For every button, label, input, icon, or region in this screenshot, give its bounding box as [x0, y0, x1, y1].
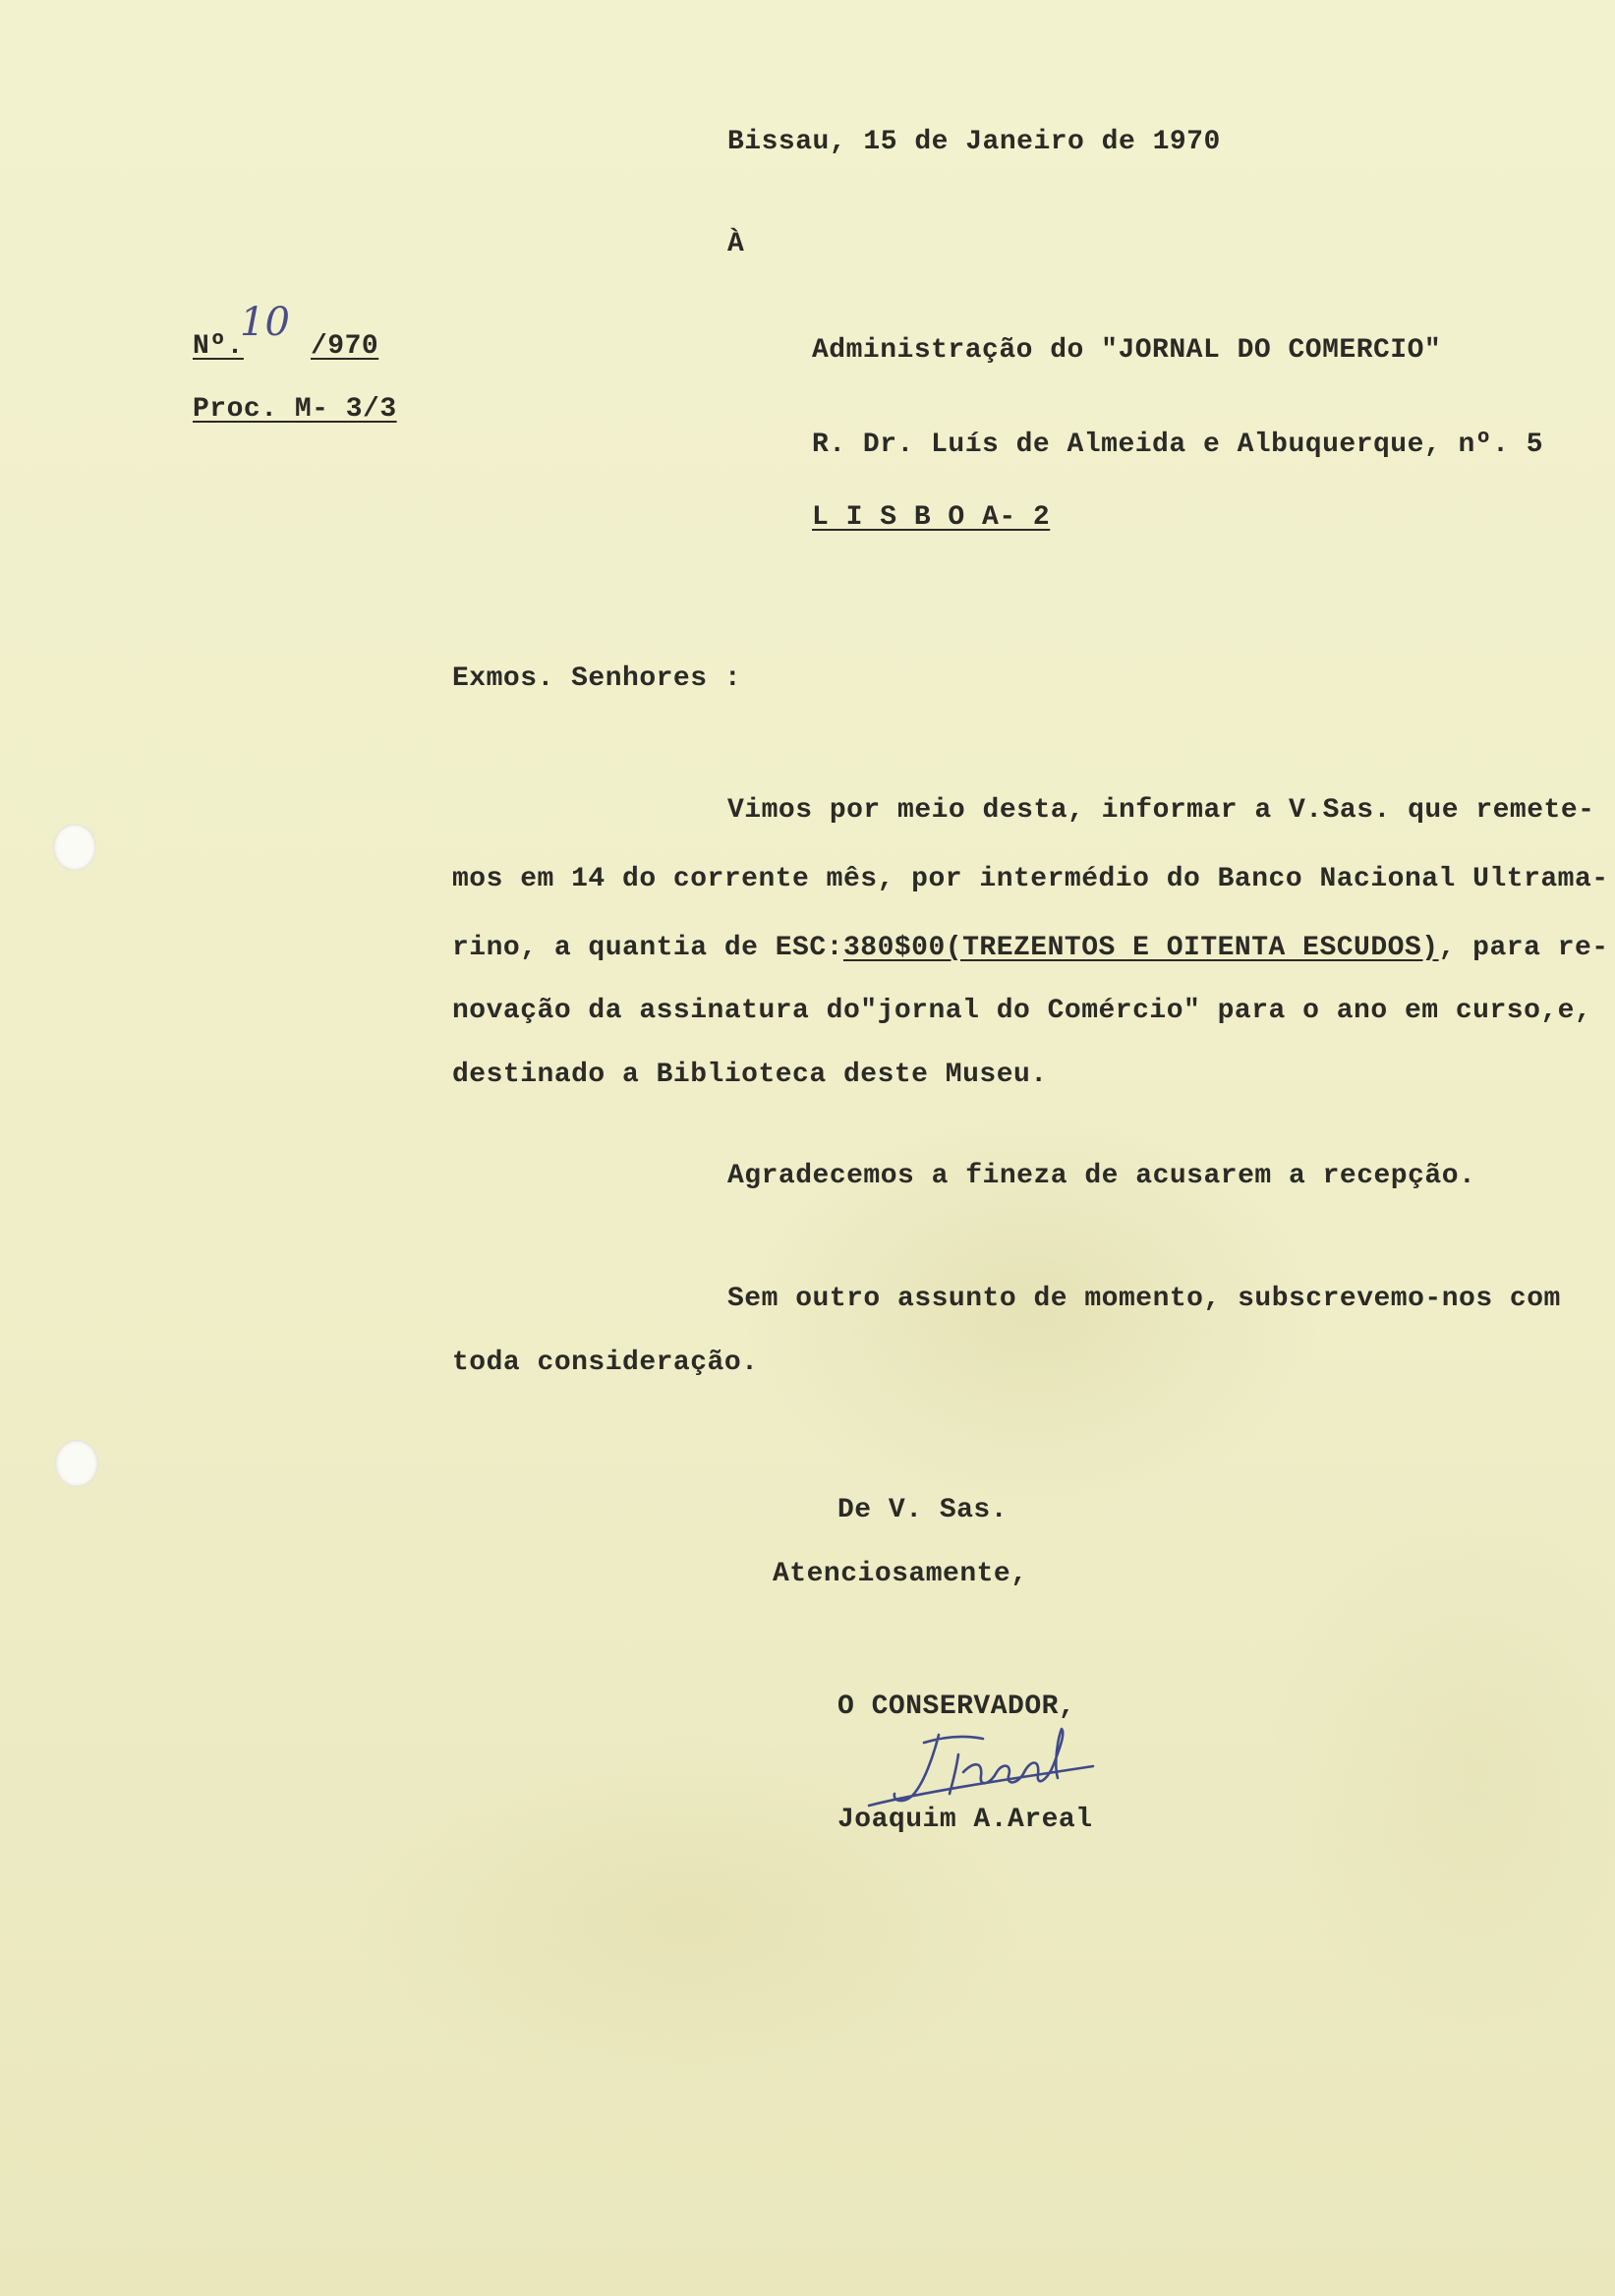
process-reference: Proc. M- 3/3: [193, 394, 397, 425]
sign-off: Atenciosamente,: [773, 1559, 1028, 1589]
reference-suffix: /970: [311, 331, 379, 362]
closing-line: Sem outro assunto de momento, subscrevemo-nos com: [727, 1284, 1561, 1314]
sign-off: De V. Sas.: [837, 1495, 1009, 1525]
signer-name: Joaquim A.Areal: [837, 1805, 1093, 1835]
punch-hole: [55, 1440, 98, 1487]
body-line-start: rino, a quantia de ESC:: [452, 933, 843, 963]
recipient-address: R. Dr. Luís de Almeida e Albuquerque, nº. 5: [812, 430, 1544, 460]
signer-title: O CONSERVADOR,: [837, 1692, 1076, 1722]
reference-prefix: Nº.: [193, 331, 244, 362]
date-line: Bissau, 15 de Janeiro de 1970: [727, 127, 1221, 157]
handwritten-number: 10: [240, 300, 290, 345]
body-line: mos em 14 do corrente mês, por intermédio do Banco Nacional Ultrama-: [452, 864, 1609, 894]
body-line: novação da assinatura do"jornal do Comércio" para o ano em curso,e,: [452, 996, 1592, 1026]
recipient-name: Administração do "JORNAL DO COMERCIO": [812, 335, 1442, 366]
thanks-line: Agradecemos a fineza de acusarem a recepção.: [727, 1161, 1476, 1191]
amount: 380$00(TREZENTOS E OITENTA ESCUDOS): [842, 933, 1439, 963]
to-marker: À: [727, 229, 745, 259]
body-line: [452, 932, 1609, 965]
body-line: Vimos por meio desta, informar a V.Sas. que remete-: [727, 795, 1595, 826]
closing-line: toda consideração.: [452, 1348, 759, 1378]
body-line-end: , para re-: [1438, 933, 1609, 963]
body-line: destinado a Biblioteca deste Museu.: [452, 1060, 1048, 1090]
recipient-city: L I S B O A- 2: [812, 502, 1051, 533]
salutation: Exmos. Senhores :: [452, 663, 742, 694]
punch-hole: [53, 824, 96, 871]
